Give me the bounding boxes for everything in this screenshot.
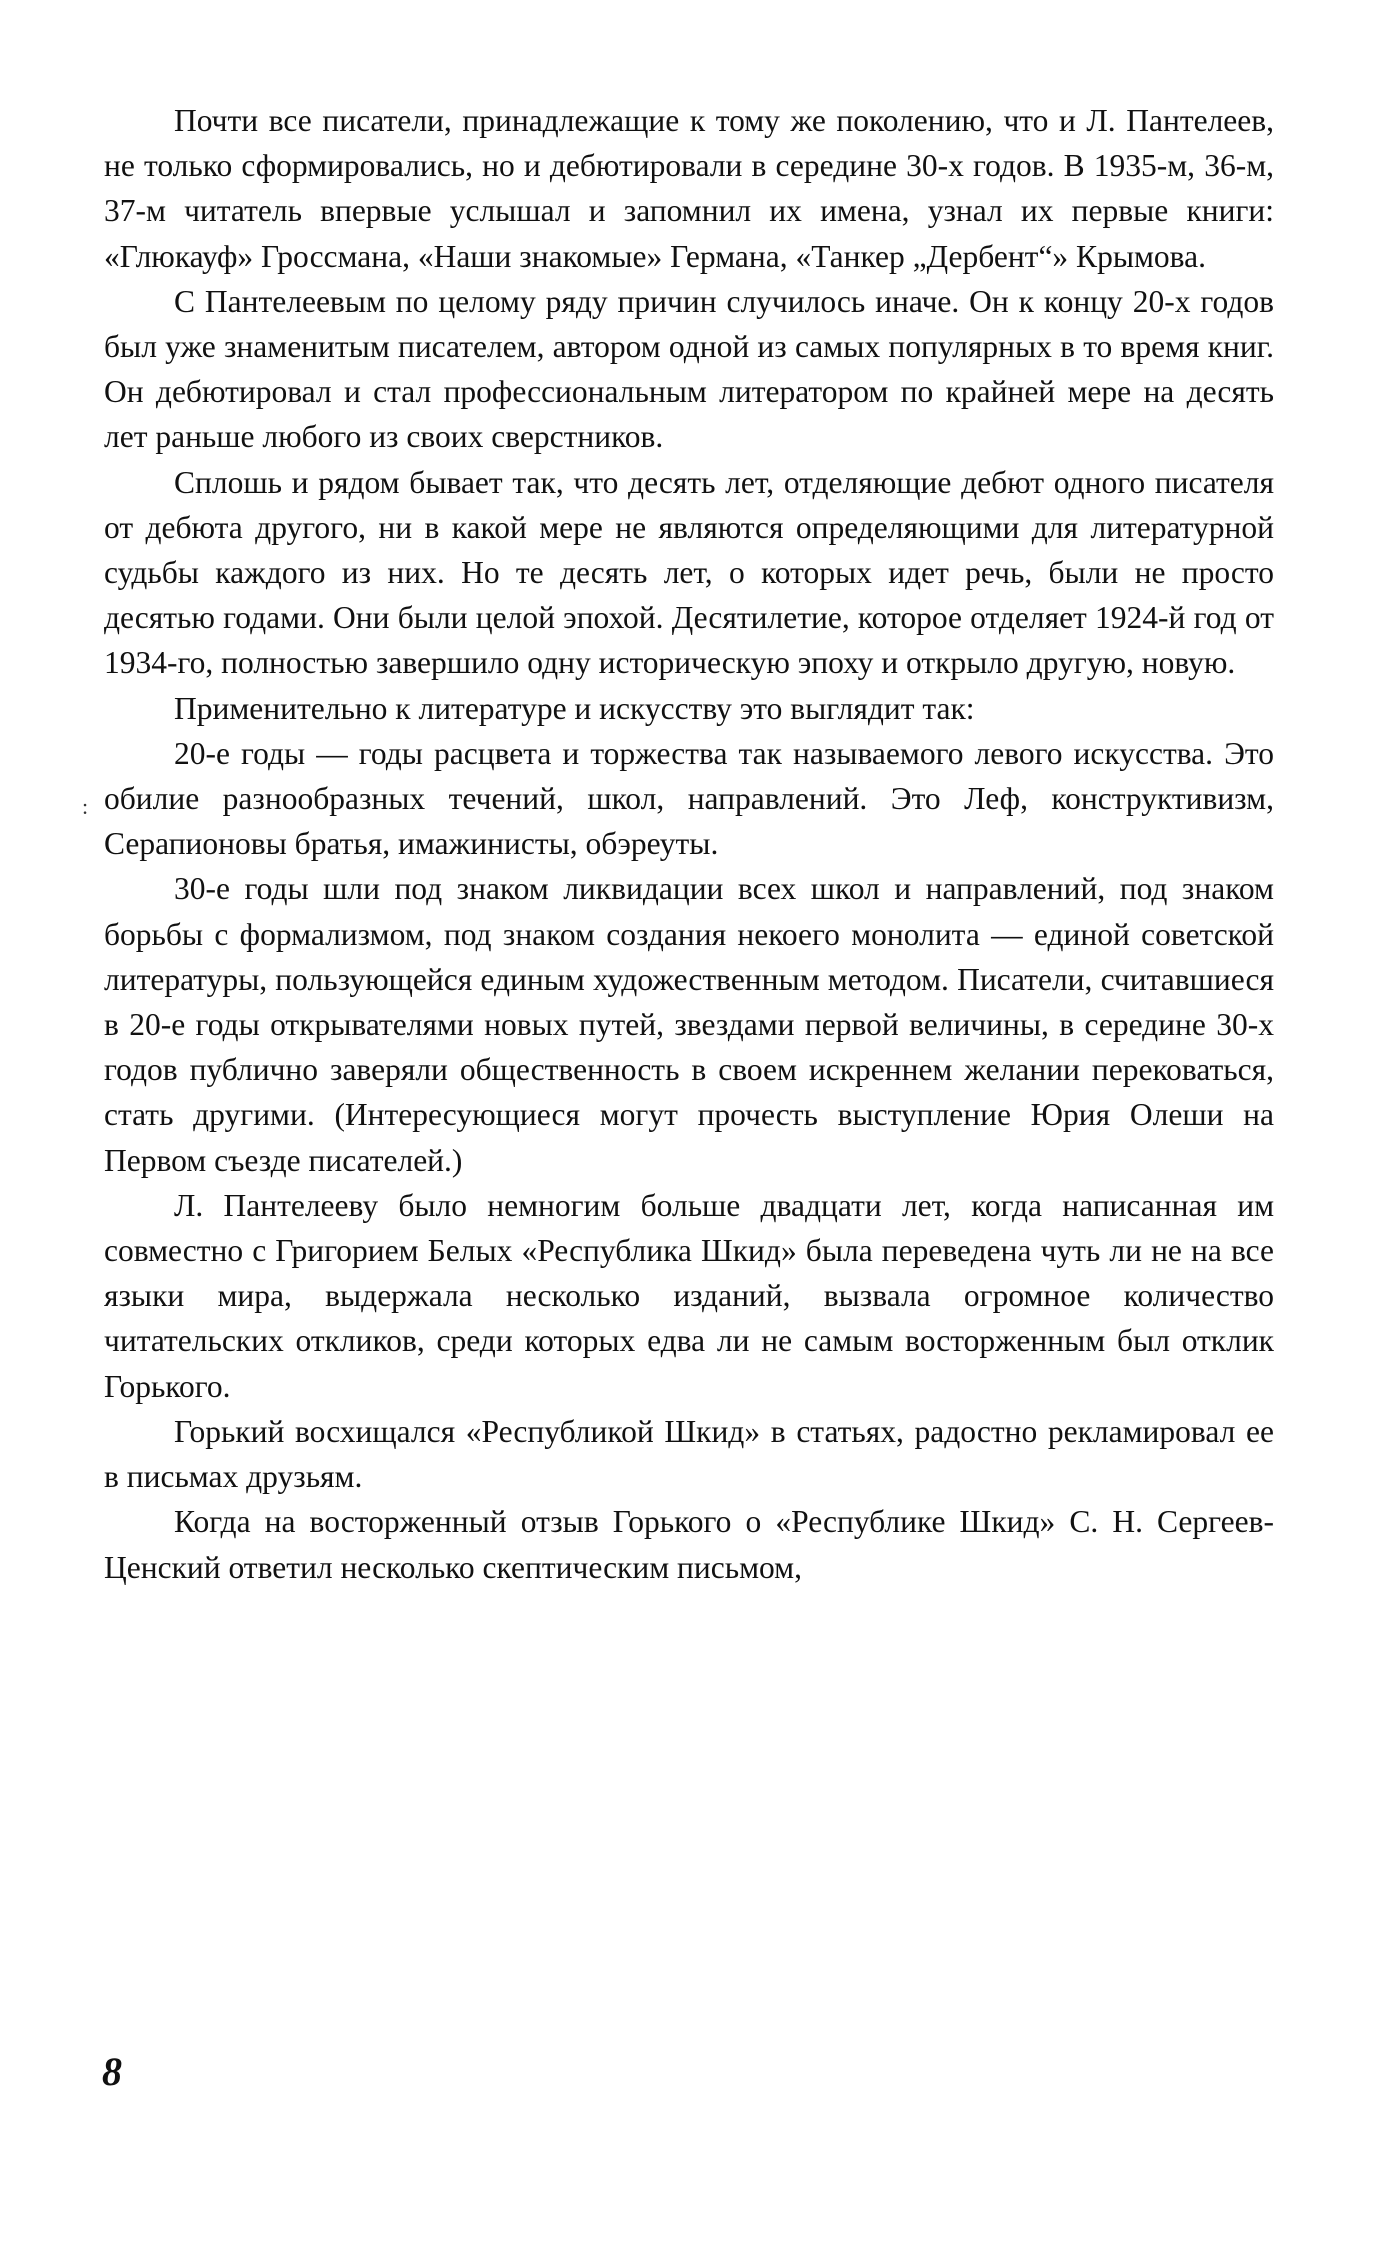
margin-mark: : [82, 794, 89, 819]
paragraph-4: Применительно к литературе и искусству это выглядит так: [174, 690, 975, 726]
paragraph-1: Почти все писатели, принадлежащие к тому же поколению, что и Л. Пантелеев, не только сформировались, но и дебютировали в середине 30-х годов. В 1935-м, 36-м, 37-м читатель впервые услышал и запомнил их имена, узнал их первые книги: «Глюкауф» Гроссмана, «Наши знакомые» Германа, «Танкер „Дербент“» Крымова. [104, 103, 1274, 274]
paragraph-2: С Пантелеевым по целому ряду причин случилось иначе. Он к концу 20-х годов был уже знаменитым писателем, автором одной из самых популярных в то время книг. Он дебютировал и стал профессиональным литератором по крайней мере на десять лет раньше любого из своих сверстников. [104, 283, 1274, 455]
page-number: 8 [102, 2049, 122, 2094]
paragraph-5: 20-е годы — годы расцвета и торжества так называемого левого искусства. Это обилие разнообразных течений, школ, направлений. Это Леф, конструктивизм, Серапионовы братья, имажинисты, обэреуты. [104, 735, 1274, 862]
paragraph-3: Сплошь и рядом бывает так, что десять лет, отделяющие дебют одного писателя от дебюта другого, ни в какой мере не являются определяющими для литературной судьбы каждого из них. Но те десять лет, о которых идет речь, были не просто десятью годами. Они были целой эпохой. Десятилетие, которое отделяет 1924-й год от 1934-го, полностью завершило одну историческую эпоху и открыло другую, новую. [104, 464, 1274, 681]
paragraph-9: Когда на восторженный отзыв Горького о «Республике Шкид» С. Н. Сергеев-Ценский ответил несколько скептическим письмом, [104, 1504, 1274, 1585]
paragraph-7: Л. Пантелееву было немногим больше двадцати лет, когда написанная им совместно с Григорием Белых «Республика Шкид» была переведена чуть ли не на все языки мира, выдержала несколько изданий, вызвала огромное количество читательских откликов, среди которых едва ли не самым восторженным был отклик Горького. [104, 1187, 1274, 1404]
paragraph-6: 30-е годы шли под знаком ликвидации всех школ и направлений, под знаком борьбы с формализмом, под знаком создания некоего монолита — единой советской литературы, пользующейся единым художественным методом. Писатели, считавшиеся в 20-е годы открывателями новых путей, звездами первой величины, в середине 30-х годов публично заверяли общественность в своем искреннем желании перековаться, стать другими. (Интересующиеся могут прочесть выступление Юрия Олеши на Первом съезде писателей.) [104, 871, 1274, 1178]
body-text [104, 98, 1274, 1590]
paragraph-8: Горький восхищался «Республикой Шкид» в статьях, радостно рекламировал ее в письмах друзьям. [104, 1413, 1274, 1495]
